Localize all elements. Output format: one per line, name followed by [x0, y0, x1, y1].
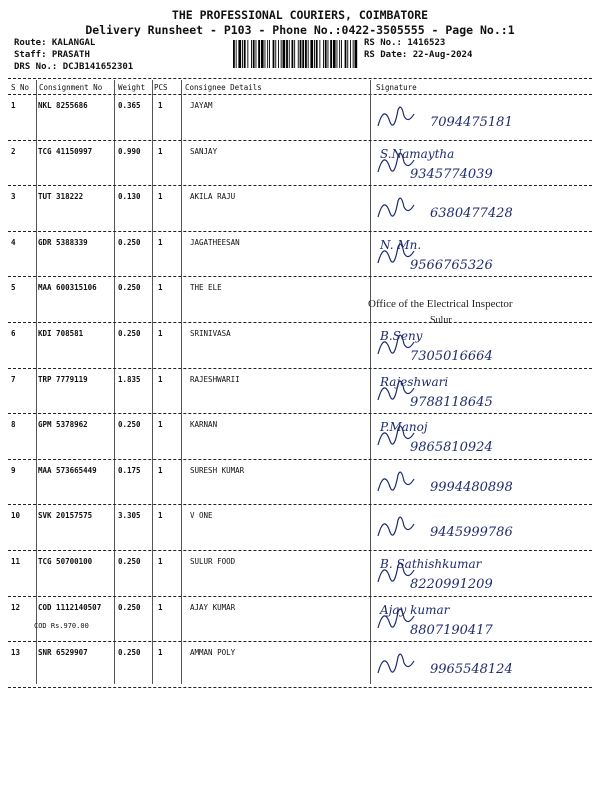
staff-label: Staff: PRASATH: [14, 50, 90, 60]
pcs-value: 1: [158, 146, 163, 156]
company-title: THE PROFESSIONAL COURIERS, COIMBATORE: [171, 8, 429, 22]
pcs-value: 1: [158, 237, 163, 247]
consignee-name: SURESH KUMAR: [190, 465, 245, 475]
serial-number: 7: [11, 374, 16, 384]
serial-number: 2: [11, 146, 16, 156]
signature-handwriting: [370, 643, 590, 687]
signature-name: Ajay kumar: [380, 602, 450, 617]
row-separator: [8, 641, 592, 642]
signature-name: N. Mn.: [380, 237, 422, 252]
col-header-sno: S No: [11, 83, 30, 92]
consignment-number: NKL 8255686: [38, 101, 88, 110]
row-separator: [8, 322, 592, 323]
header-top-rule: [8, 78, 592, 79]
consignee-name: SANJAY: [190, 146, 218, 156]
pcs-value: 1: [158, 283, 163, 293]
signature-handwriting: [370, 461, 590, 505]
signature-handwriting: [370, 233, 590, 277]
col-divider: [114, 80, 115, 684]
signature-name: S.Namaytha: [380, 146, 455, 161]
serial-number: 13: [11, 648, 21, 658]
consignment-number: SNR 6529907: [38, 648, 88, 658]
consignee-name: AJAY KUMAR: [190, 602, 236, 612]
col-divider: [152, 80, 153, 684]
weight-value: 0.990: [118, 146, 141, 156]
signature-name: Rajeshwari: [380, 374, 449, 389]
pcs-value: 1: [158, 420, 163, 430]
signature-handwriting: [370, 552, 590, 596]
cod-amount: COD Rs.970.00: [34, 621, 89, 630]
weight-value: 0.365: [118, 101, 141, 110]
weight-value: 0.250: [118, 420, 141, 430]
consignment-number: TUT 318222: [38, 192, 84, 202]
col-divider: [181, 80, 182, 684]
serial-number: 4: [11, 237, 16, 247]
signature-phone: 9445999786: [430, 525, 513, 541]
col-header-consignment: Consignment No: [39, 83, 103, 92]
drs-number: DRS No.: DCJB141652301: [14, 62, 134, 72]
signature-name: B. Sathishkumar: [380, 557, 482, 571]
consignee-name: KARNAN: [190, 420, 218, 430]
header-bottom-rule: [8, 94, 592, 95]
weight-value: 0.130: [118, 192, 141, 202]
consignment-number: TRP 7779119: [38, 374, 88, 384]
pcs-value: 1: [158, 101, 163, 110]
weight-value: 0.250: [118, 237, 141, 247]
serial-number: 1: [11, 101, 16, 110]
col-header-consignee: Consignee Details: [185, 83, 262, 92]
consignment-number: TCG 50700100: [38, 557, 93, 566]
signature-handwriting: [370, 187, 590, 231]
row-separator: [8, 596, 592, 597]
signature-phone: 9965548124: [430, 662, 513, 678]
weight-value: 0.250: [118, 283, 141, 293]
consignment-number: GDR 5388339: [38, 237, 88, 247]
pcs-value: 1: [158, 648, 163, 658]
serial-number: 11: [11, 557, 21, 566]
weight-value: 0.250: [118, 648, 141, 658]
signature-name: P.Manoj: [380, 420, 428, 435]
row-separator: [8, 185, 592, 186]
consignee-name: SULUR FOOD: [190, 557, 236, 566]
serial-number: 5: [11, 283, 16, 293]
signature-handwriting: [370, 415, 590, 459]
weight-value: 0.250: [118, 329, 141, 338]
consignee-name: JAGATHEESAN: [190, 237, 240, 247]
col-divider: [36, 80, 37, 684]
signature-phone: 7305016664: [410, 349, 493, 364]
row-separator: [8, 459, 592, 460]
col-header-signature: Signature: [376, 83, 417, 92]
row-separator: [8, 413, 592, 414]
row-separator: [8, 276, 592, 277]
signature-phone: 9566765326: [410, 257, 493, 273]
serial-number: 9: [11, 465, 16, 475]
consignment-number: GPM 5378962: [38, 420, 88, 430]
consignee-name: V ONE: [190, 511, 213, 521]
signature-phone: 9994480898: [430, 479, 513, 495]
consignee-name: JAYAM: [190, 101, 213, 110]
consignment-number: TCG 41150997: [38, 146, 93, 156]
rs-date: RS Date: 22-Aug-2024: [364, 50, 473, 60]
signature-phone: 8807190417: [410, 622, 493, 638]
pcs-value: 1: [158, 192, 163, 202]
col-header-weight: Weight: [118, 83, 146, 92]
signature-handwriting: [370, 370, 590, 414]
weight-value: 0.250: [118, 602, 141, 612]
weight-value: 0.175: [118, 465, 141, 475]
consignment-number: MAA 573665449: [38, 465, 97, 475]
signature-handwriting: [370, 96, 590, 140]
row-separator: [8, 687, 592, 688]
serial-number: 8: [11, 420, 16, 430]
runsheet-subtitle: Delivery Runsheet - P103 - Phone No.:0422-3505555 - Page No.:1: [85, 23, 515, 37]
consignment-number: SVK 20157575: [38, 511, 93, 521]
signature-phone: 9345774039: [410, 166, 493, 182]
pcs-value: 1: [158, 557, 163, 566]
signature-phone: 9788118645: [410, 394, 493, 410]
signature-handwriting: [370, 142, 590, 186]
row-separator: [8, 140, 592, 141]
col-header-pcs: PCS: [154, 83, 168, 92]
pcs-value: 1: [158, 329, 163, 338]
weight-value: 1.835: [118, 374, 141, 384]
row-separator: [8, 231, 592, 232]
signature-phone: 6380477428: [430, 206, 513, 222]
serial-number: 12: [11, 602, 21, 612]
rs-number: RS No.: 1416523: [364, 38, 446, 48]
consignment-number: COD 1112140507: [38, 602, 102, 612]
signature-phone: 7094475181: [430, 115, 513, 130]
signature-handwriting: [370, 324, 590, 368]
consignee-name: AKILA RAJU: [190, 192, 236, 202]
pcs-value: 1: [158, 602, 163, 612]
office-stamp-place: Sulur: [430, 315, 452, 326]
weight-value: 0.250: [118, 557, 141, 566]
consignee-name: THE ELE: [190, 283, 222, 293]
route-label: Route: KALANGAL: [14, 38, 96, 48]
consignment-number: MAA 600315106: [38, 283, 97, 293]
pcs-value: 1: [158, 465, 163, 475]
weight-value: 3.305: [118, 511, 141, 521]
signature-handwriting: [370, 598, 590, 642]
serial-number: 10: [11, 511, 21, 521]
pcs-value: 1: [158, 374, 163, 384]
consignee-name: RAJESHWARII: [190, 374, 240, 384]
serial-number: 3: [11, 192, 16, 202]
consignee-name: SRINIVASA: [190, 329, 231, 338]
pcs-value: 1: [158, 511, 163, 521]
row-separator: [8, 550, 592, 551]
signature-phone: 9865810924: [410, 440, 493, 456]
signature-handwriting: [370, 506, 590, 550]
consignee-name: AMMAN POLY: [190, 648, 236, 658]
row-separator: [8, 504, 592, 505]
serial-number: 6: [11, 329, 16, 338]
signature-phone: 8220991209: [410, 577, 493, 592]
office-stamp: Office of the Electrical Inspector: [368, 298, 513, 310]
signature-name: B.Seny: [380, 329, 423, 343]
row-separator: [8, 368, 592, 369]
consignment-number: KDI 708581: [38, 329, 84, 338]
barcode: [232, 40, 358, 68]
